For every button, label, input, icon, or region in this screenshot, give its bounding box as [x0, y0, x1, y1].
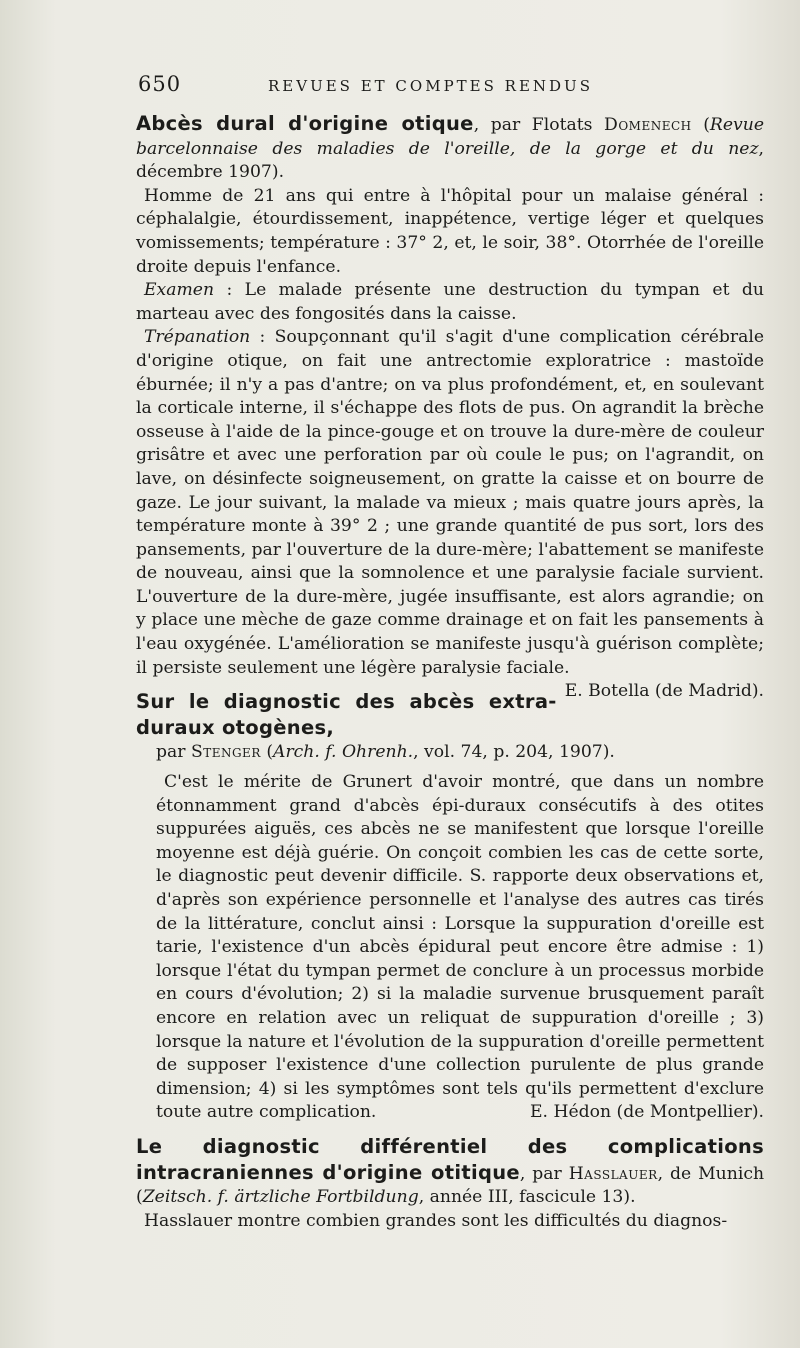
article3-source: Zeitsch. f. ärtzliche Fortbildung [142, 1187, 419, 1208]
article3-paragraph-1: Hasslauer montre combien grandes sont les difficultés du diagnos- [144, 1210, 728, 1231]
article2-author: Stenger [190, 742, 261, 763]
article1-title: Abcès dural d'origine otique [136, 112, 474, 135]
article2-paragraph-1: C'est le mérite de Grunert d'avoir montré, que dans un nombre étonnamment grand d'abcès épi-duraux consécutifs à des otites suppurées aiguës, ces abcès ne se manifestent que lorsque l'oreille moyenne est déjà guérie. On conçoit combien les cas de cette sorte, le diagnostic peut devenir difficile. S. rapporte deux observations et, d'après son expérience personnelle et l'analyse des autres cas tirés de la littérature, conclut ainsi : Lorsque la suppuration d'oreille est tarie, l'existence d'un abcès épidural peut encore être admise : 1) lorsque l'état du tympan permet de conclure à un processus morbide en cours d'évolution; 2) si la maladie survenue brusquement paraît encore en relation avec un reliquat de suppuration d'oreille ; 3) lorsque la nature et l'évolution de la suppuration d'oreille permettent de supposer l'existence d'une collection purulente de plus grande dimension; 4) si les symptômes sont tels qu'ils permettent d'exclure toute autre complication. E. Hédon (de Montpellier). [156, 771, 764, 1125]
trepanation-label: Trépanation [144, 327, 251, 348]
article3-heading: Le diagnostic différentiel des complications intracraniennes d'origine otitique, par Hasslauer, de Munich (Zeitsch. f. ärtzliche Fortbildung, année III, fascicule 13). [136, 1134, 765, 1208]
article1-paragraph-2: Examen : Le malade présente une destruction du tympan et du marteau avec des fongosités dans la caisse. [136, 280, 764, 324]
article2-title: Sur le diagnostic des abcès extra-duraux otogènes, [136, 690, 557, 739]
article2-citation: par Stenger (Arch. f. Ohrenh., vol. 74, p. 204, 1907). [156, 742, 615, 763]
article1-author: Domenech [604, 115, 692, 135]
running-title: REVUES ET COMPTES RENDUS [268, 77, 593, 95]
page-number: 650 [138, 72, 182, 96]
article3-title: Le diagnostic différentiel des complications intracraniennes d'origine otitique [136, 1134, 764, 1184]
article1-paragraph-1: Homme de 21 ans qui entre à l'hôpital pour un malaise général : céphalalgie, étourdissement, inappétence, vertige léger et quelques vomissements; température : 37° 2, et, le soir, 38°. Otorrhée de l'oreille droite depuis l'enfance. [136, 185, 764, 277]
examen-label: Examen [144, 280, 215, 301]
article2-source: Arch. f. Ohrenh. [273, 742, 414, 763]
article1-paragraph-3: Trépanation : Soupçonnant qu'il s'agit d'une complication cérébrale d'origine otique, on fait une antrectomie exploratrice : mastoïde éburnée; il n'y a pas d'antre; on va plus profondément, et, en soulevant la corticale interne, il s'échappe des flots de pus. On agrandit la brèche osseuse à l'aide de la pince-gouge et on trouve la dure-mère de couleur grisâtre et avec une perforation par où coule le pus; on l'agrandit, on lave, on désinfecte soigneusement, on gratte la caisse et on bourre de gaze. Le jour suivant, la malade va mieux ; mais quatre jours après, la température monte à 39° 2 ; une grande quantité de pus sort, lors des pansements, par l'ouverture de la dure-mère; l'abattement se manifeste de nouveau, ainsi que la somnolence et une paralysie faciale survient. L'ouverture de la dure-mère, jugée insuffisante, est alors agrandie; on y place une mèche de gaze comme drainage et on fait les pansements à l'eau oxygénée. L'amélioration se manifeste jusqu'à guérison complète; il persiste seulement une légère paralysie faciale. E. Botella (de Madrid). [136, 326, 764, 680]
article2-signature: E. Hédon (de Montpellier). [529, 1102, 764, 1123]
article3-author: Hasslauer [568, 1163, 658, 1184]
article1-signature: E. Botella (de Madrid). [564, 681, 764, 702]
running-head [138, 70, 766, 104]
body-text [136, 112, 764, 1233]
article1-source: Revue barcelonnaise des maladies de l'oreille, de la gorge et du nez [136, 115, 764, 159]
article1-heading: Abcès dural d'origine otique, par Flotats Domenech (Revue barcelonnaise des maladies de l'oreille, de la gorge et du nez, décembre 1907). [136, 112, 764, 183]
